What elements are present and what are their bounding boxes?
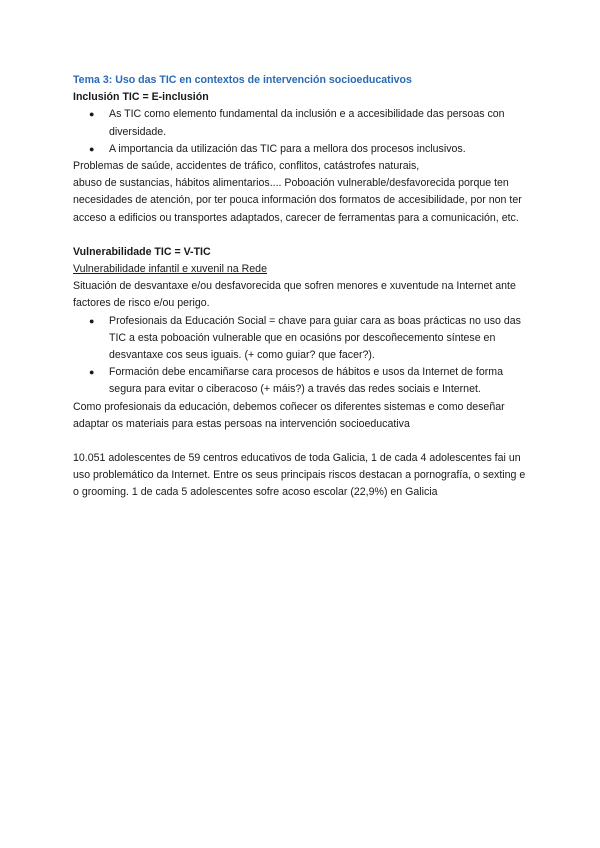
- section-heading-vulnerability: Vulnerabilidade TIC = V-TIC: [73, 245, 211, 258]
- paragraph-statistics: 10.051 adolescentes de 59 centros educativos de toda Galicia, 1 de cada 4 adolescentes fai un uso problemático da Internet. Entre os seus principais riscos destacan a pornografía, o sexting e o grooming. 1 de cada 5 adolescentes sofre acoso escolar (22,9%) en Galicia: [73, 452, 526, 499]
- document-page: [73, 72, 533, 502]
- vulnerability-bullet-list: [73, 313, 533, 399]
- paragraph-problems-line1: Problemas de saúde, accidentes de tráfico, conflitos, catástrofes naturais,: [73, 160, 420, 173]
- list-item-text: As TIC como elemento fundamental da inclusión e a accesibilidade das persoas con diversidade.: [109, 108, 505, 138]
- spacer: [73, 433, 533, 450]
- bullet-icon: ●: [89, 109, 95, 120]
- bullet-icon: ●: [89, 315, 95, 326]
- list-item-text: Formación debe encamiñarse cara procesos de hábitos e usos da Internet de forma segura para evitar o ciberacoso (+ máis?) a través das redes sociais e Internet.: [109, 366, 503, 396]
- bullet-icon: ●: [89, 367, 95, 378]
- paragraph-intro: Situación de desvantaxe e/ou desfavorecida que sofren menores e xuventude na Internet ante factores de risco e/ou perigo.: [73, 280, 516, 310]
- subheading-vulnerability: Vulnerabilidade infantil e xuvenil na Rede: [73, 263, 267, 276]
- inclusion-bullet-list: [73, 106, 533, 158]
- list-item: [73, 313, 533, 365]
- bullet-icon: ●: [89, 143, 95, 154]
- list-item: [73, 106, 533, 140]
- spacer: [73, 227, 533, 244]
- paragraph-closing: Como profesionais da educación, debemos coñecer os diferentes sistemas e como deseñar adaptar os materiais para estas persoas na intervención socioeducativa: [73, 400, 505, 430]
- section-heading-inclusion: Inclusión TIC = E-inclusión: [73, 91, 209, 104]
- paragraph-problems: abuso de sustancias, hábitos alimentarios.... Poboación vulnerable/desfavorecida porque ten necesidades de atención, por ter pouca información dos formatos de accesibilidade, por non ter acceso a edificios ou transportes adaptados, carecer de ferramentas para a comunicación, etc.: [73, 177, 522, 224]
- list-item-text: A importancia da utilización das TIC para a mellora dos procesos inclusivos.: [109, 142, 466, 155]
- list-item: [73, 141, 533, 158]
- list-item: [73, 364, 533, 398]
- document-title: Tema 3: Uso das TIC en contextos de intervención socioeducativos: [73, 74, 412, 86]
- list-item-text: Profesionais da Educación Social = chave para guiar cara as boas prácticas no uso das TIC a esta poboación vulnerable que en ocasións por descoñecemento síntese en desvantaxe cos seus iguais. (+ como guiar? que facer?).: [109, 314, 521, 362]
